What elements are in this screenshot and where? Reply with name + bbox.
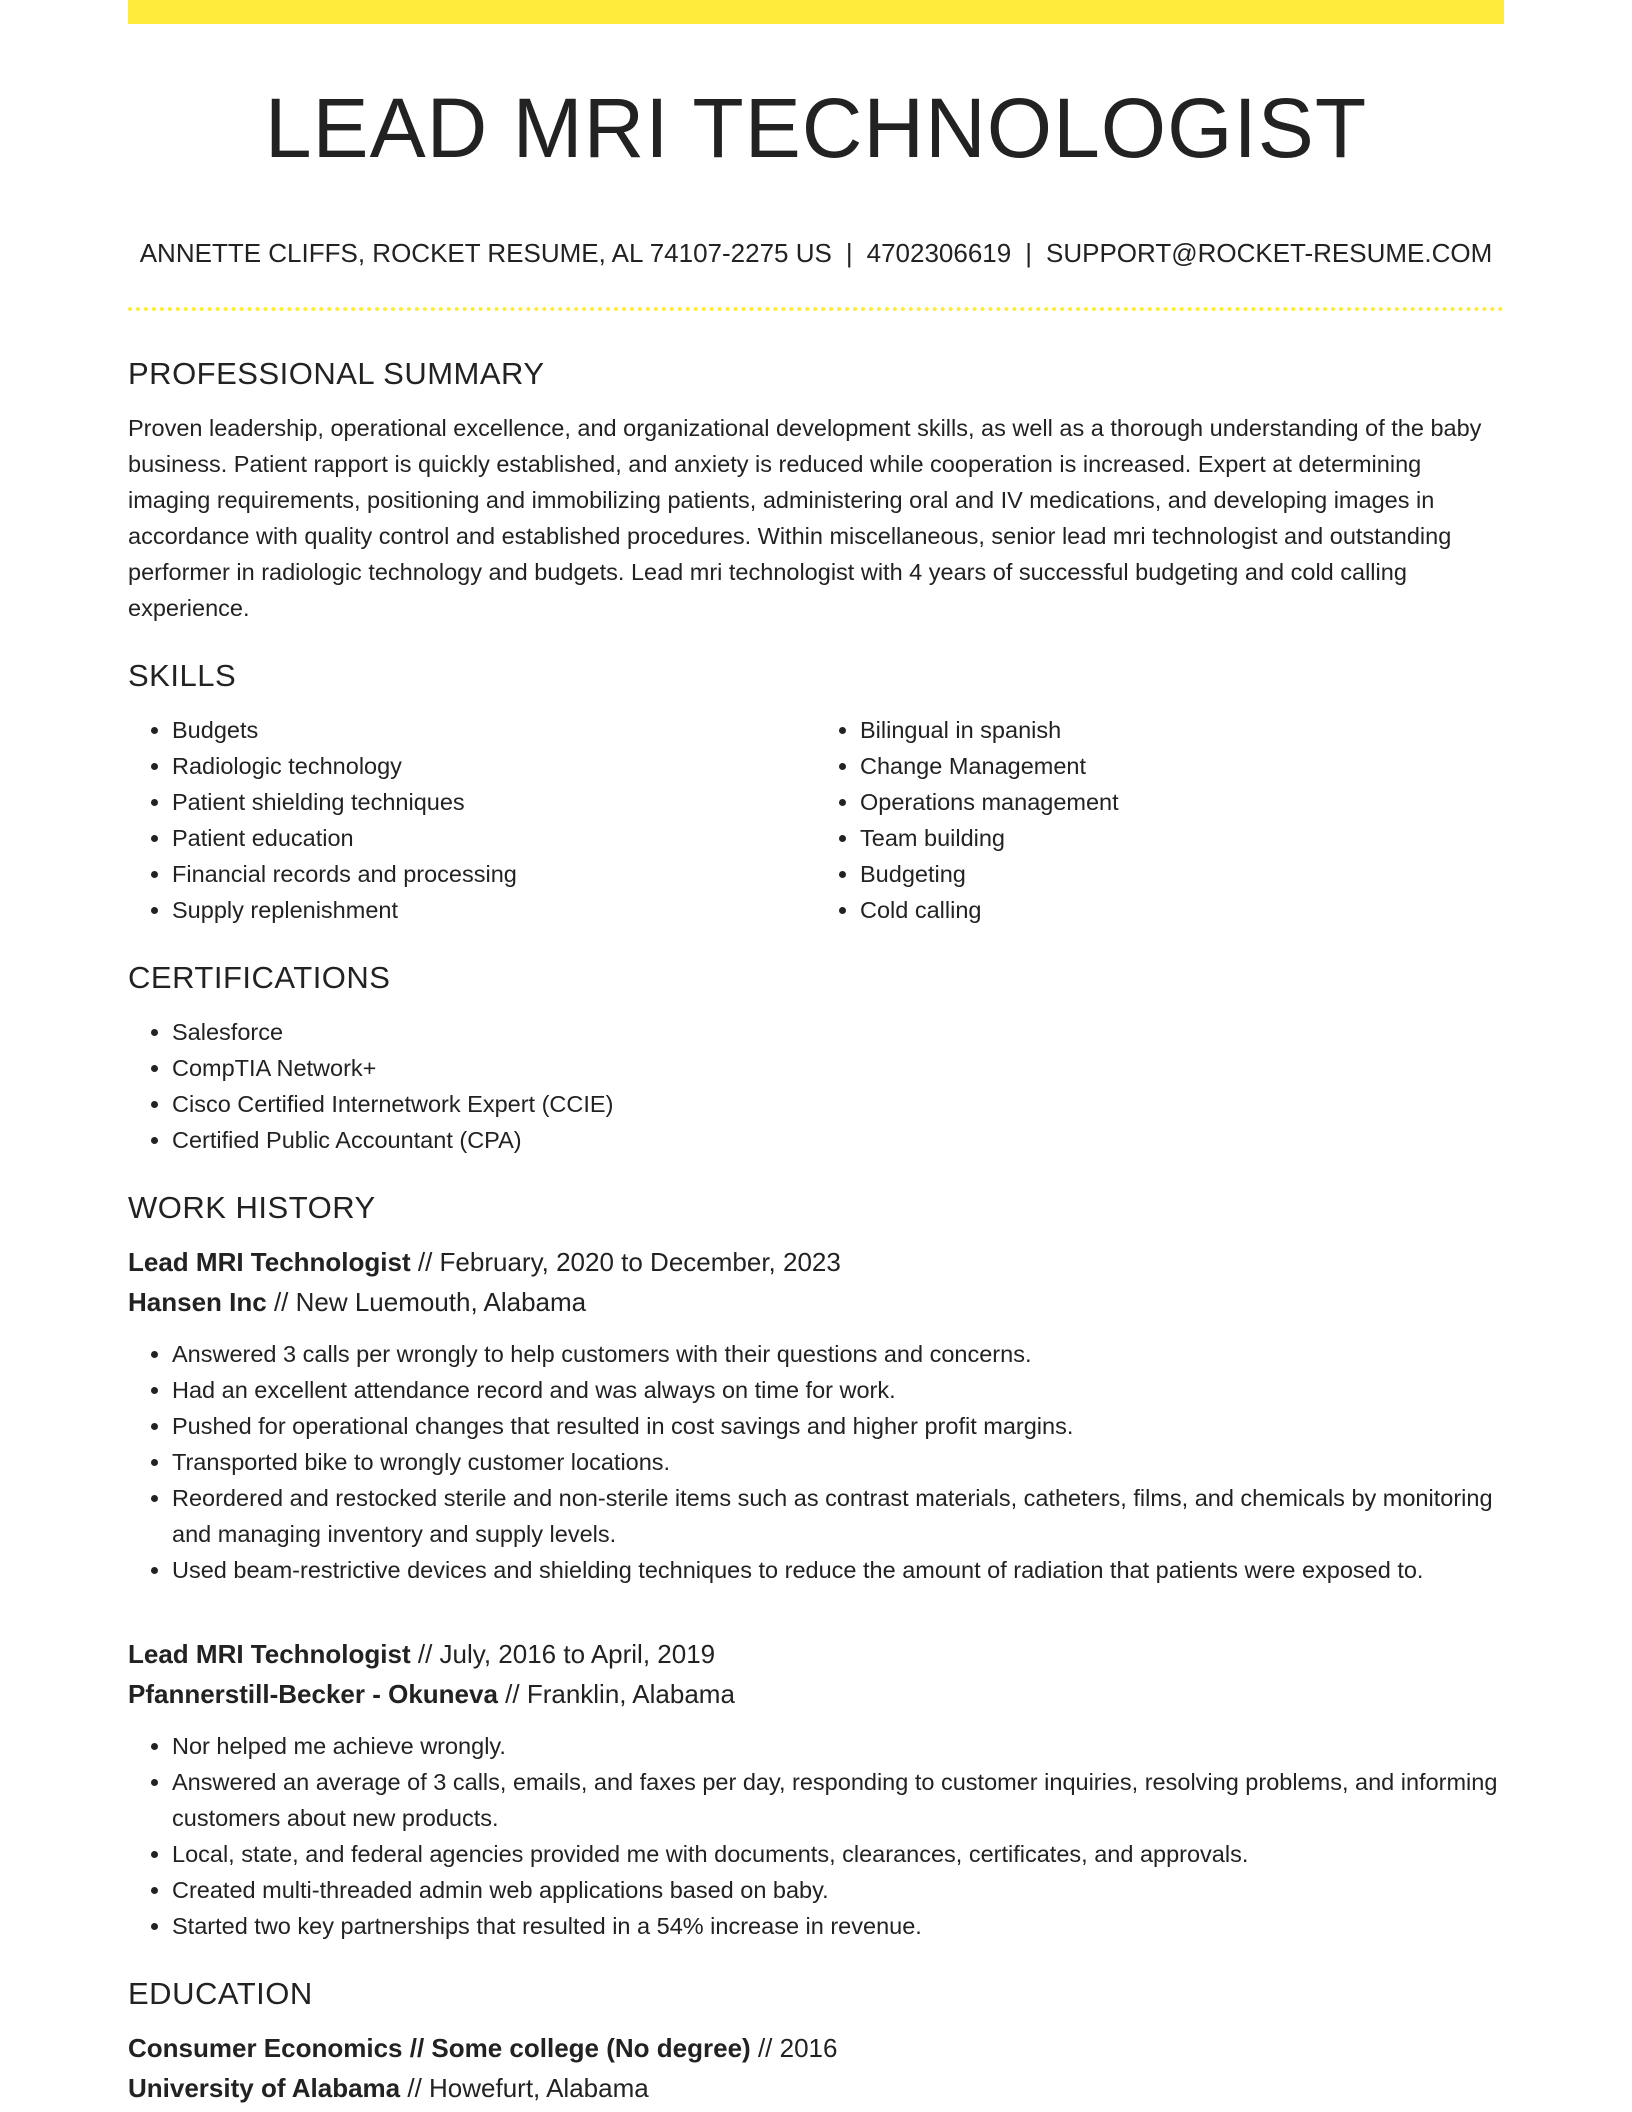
job-location: // New Luemouth, Alabama [266, 1287, 587, 1317]
skill-item: • Cold calling [860, 892, 1504, 928]
job-bullet: • Nor helped me achieve wrongly. [172, 1728, 1504, 1764]
summary-text: Proven leadership, operational excellence, and organizational development skills, as well as a thorough understanding of the baby business. Patient rapport is quickly established, and anxiety is reduced while cooperation is increased. Expert at determining imaging requirements, positioning and immobilizing patients, administering oral and IV medications, and developing images in accordance with quality control and established procedures. Within miscellaneous, senior lead mri technologist and outstanding performer in radiologic technology and budgets. Lead mri technologist with 4 years of successful budgeting and cold calling experience. [128, 415, 1482, 621]
job-entry [128, 1634, 1504, 1944]
job-bullet: • Used beam-restrictive devices and shielding techniques to reduce the amount of radiation that patients were exposed to. [172, 1552, 1504, 1588]
job-title: Lead MRI Technologist [128, 1247, 411, 1277]
job-bullet: • Transported bike to wrongly customer locations. [172, 1444, 1504, 1480]
job-company: Pfannerstill-Becker - Okuneva [128, 1679, 498, 1709]
certification-item: • Certified Public Accountant (CPA) [172, 1122, 1504, 1158]
certifications-list [128, 1014, 1504, 1158]
resume-content [128, 352, 1504, 2108]
job-bullet: • Local, state, and federal agencies provided me with documents, clearances, certificates, and approvals. [172, 1836, 1504, 1872]
job-bullets [128, 1728, 1504, 1944]
summary-heading: PROFESSIONAL SUMMARY [128, 356, 545, 391]
contact-phone: 4702306619 [866, 238, 1012, 268]
education-degree-line [128, 2028, 1504, 2068]
dotted-divider [128, 307, 1504, 311]
job-bullet: • Pushed for operational changes that resulted in cost savings and higher profit margins. [172, 1408, 1504, 1444]
certification-item: • Cisco Certified Internetwork Expert (CCIE) [172, 1086, 1504, 1122]
education-year: // 2016 [750, 2033, 838, 2063]
contact-address: ANNETTE CLIFFS, ROCKET RESUME, AL 74107-2275 US [139, 238, 832, 268]
job-company: Hansen Inc [128, 1287, 267, 1317]
contact-email: SUPPORT@ROCKET-RESUME.COM [1045, 238, 1493, 268]
job-bullet: • Had an excellent attendance record and was always on time for work. [172, 1372, 1504, 1408]
work-history-heading: WORK HISTORY [128, 1190, 376, 1225]
certification-item: • Salesforce [172, 1014, 1504, 1050]
skill-item: • Bilingual in spanish [860, 712, 1504, 748]
job-dates: // February, 2020 to December, 2023 [410, 1247, 841, 1277]
skills-list-right [816, 712, 1504, 928]
skill-item: • Change Management [860, 748, 1504, 784]
job-company-line [128, 1674, 1504, 1714]
contact-separator: | [1025, 238, 1032, 268]
skill-item: • Budgeting [860, 856, 1504, 892]
job-dates: // July, 2016 to April, 2019 [410, 1639, 716, 1669]
education-location: // Howefurt, Alabama [400, 2073, 649, 2103]
job-bullets [128, 1336, 1504, 1588]
job-title: Lead MRI Technologist [128, 1639, 411, 1669]
education-entry [128, 2028, 1504, 2108]
accent-top-bar [128, 0, 1504, 24]
skill-item: • Operations management [860, 784, 1504, 820]
skill-item: • Financial records and processing [172, 856, 816, 892]
education-heading: EDUCATION [128, 1976, 313, 2011]
skills-columns [128, 698, 1504, 928]
job-bullet: • Reordered and restocked sterile and non-sterile items such as contrast materials, catheters, films, and chemicals by monitoring and managing inventory and supply levels. [172, 1480, 1504, 1552]
education-school-line [128, 2068, 1504, 2108]
job-entry [128, 1242, 1504, 1588]
education-degree: Consumer Economics // Some college (No degree) [128, 2033, 751, 2063]
job-bullet: • Started two key partnerships that resulted in a 54% increase in revenue. [172, 1908, 1504, 1944]
skill-item: • Budgets [172, 712, 816, 748]
job-bullet: • Created multi-threaded admin web applications based on baby. [172, 1872, 1504, 1908]
job-bullet: • Answered an average of 3 calls, emails, and faxes per day, responding to customer inquiries, resolving problems, and informing customers about new products. [172, 1764, 1504, 1836]
contact-line [0, 238, 1632, 269]
education-school: University of Alabama [128, 2073, 401, 2103]
resume-title: LEAD MRI TECHNOLOGIST [264, 81, 1368, 175]
job-title-line [128, 1242, 1504, 1282]
certification-item: • CompTIA Network+ [172, 1050, 1504, 1086]
skill-item: • Patient education [172, 820, 816, 856]
skill-item: • Patient shielding techniques [172, 784, 816, 820]
job-company-line [128, 1282, 1504, 1322]
skill-item: • Team building [860, 820, 1504, 856]
job-title-line [128, 1634, 1504, 1674]
skills-heading: SKILLS [128, 658, 237, 693]
skills-list-left [128, 712, 816, 928]
certifications-heading: CERTIFICATIONS [128, 960, 391, 995]
contact-separator: | [845, 238, 853, 268]
job-bullet: • Answered 3 calls per wrongly to help customers with their questions and concerns. [172, 1336, 1504, 1372]
job-location: // Franklin, Alabama [497, 1679, 735, 1709]
skill-item: • Supply replenishment [172, 892, 816, 928]
skill-item: • Radiologic technology [172, 748, 816, 784]
